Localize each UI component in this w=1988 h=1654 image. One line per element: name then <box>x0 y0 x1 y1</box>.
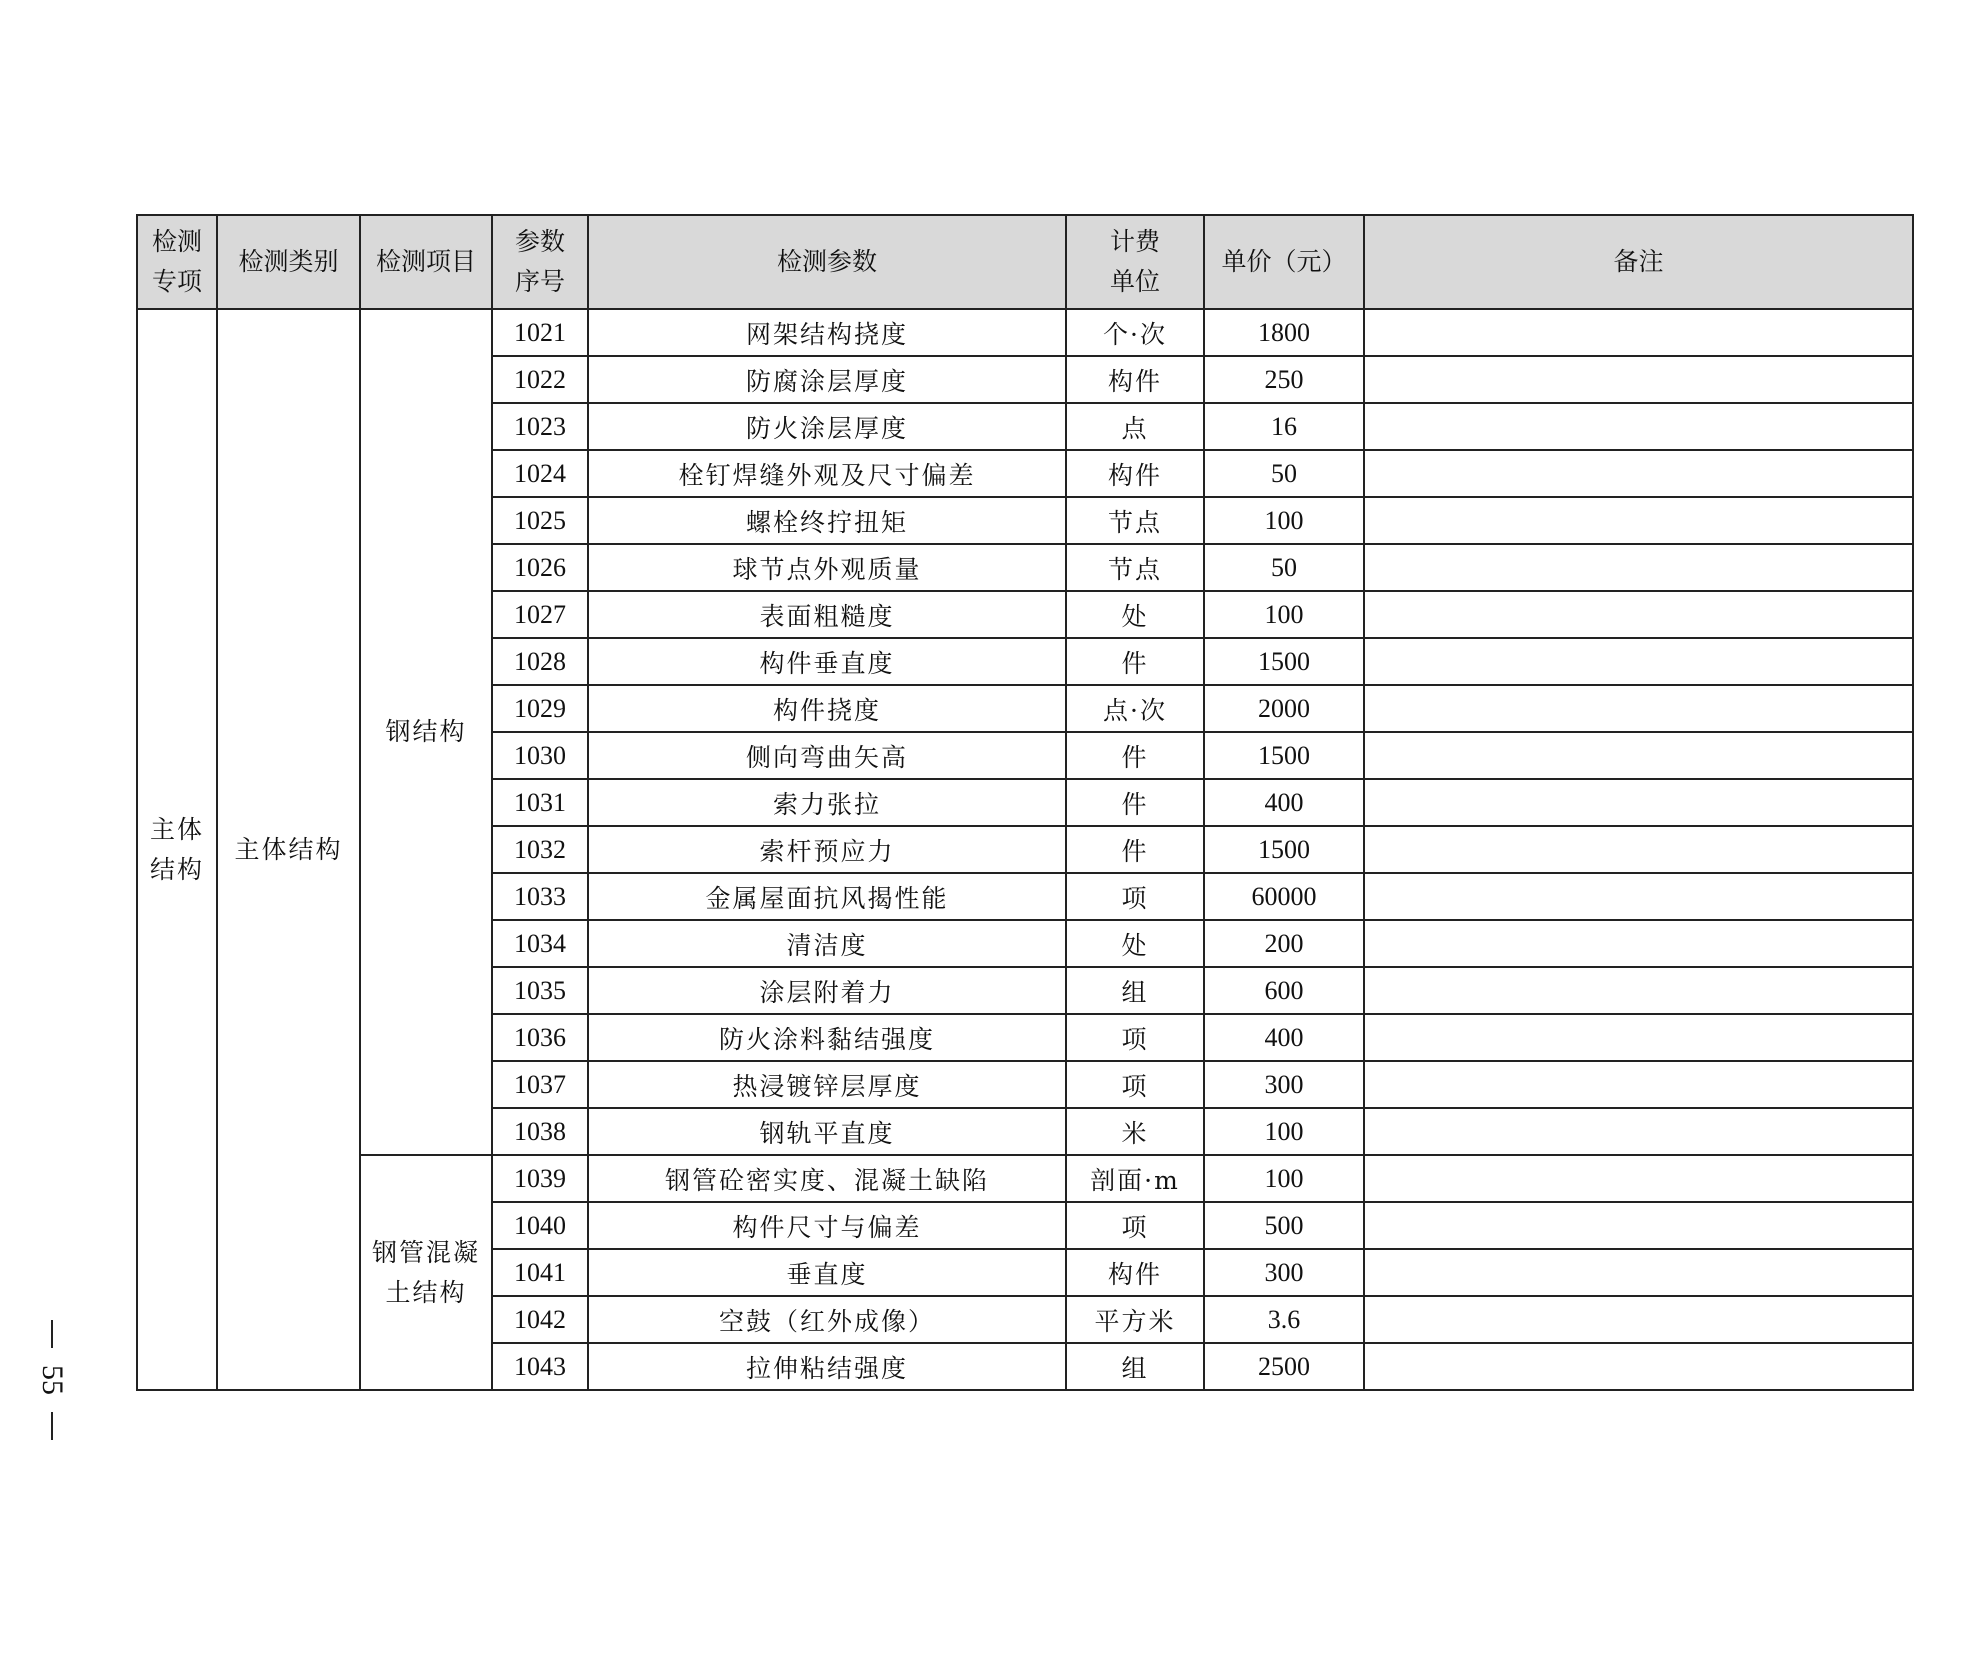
cell-remark <box>1364 544 1913 591</box>
page-number-text: 55 <box>36 1365 69 1395</box>
cell-unit: 构件 <box>1066 1249 1204 1296</box>
cell-price: 50 <box>1204 450 1364 497</box>
header-param-no-line-1: 参数 <box>514 227 565 256</box>
cell-remark <box>1364 1343 1913 1390</box>
cell-no: 1023 <box>492 403 588 450</box>
cell-remark <box>1364 873 1913 920</box>
cell-remark <box>1364 591 1913 638</box>
cell-param: 防火涂料黏结强度 <box>588 1014 1066 1061</box>
fee-table <box>136 214 1914 1391</box>
cell-remark <box>1364 779 1913 826</box>
cell-no: 1034 <box>492 920 588 967</box>
cell-no: 1036 <box>492 1014 588 1061</box>
cell-no: 1037 <box>492 1061 588 1108</box>
cell-param: 栓钉焊缝外观及尺寸偏差 <box>588 450 1066 497</box>
cell-unit: 处 <box>1066 591 1204 638</box>
cell-price: 1500 <box>1204 826 1364 873</box>
cell-param: 侧向弯曲矢高 <box>588 732 1066 779</box>
cell-remark <box>1364 920 1913 967</box>
cell-remark <box>1364 1014 1913 1061</box>
cell-remark <box>1364 497 1913 544</box>
group-item-steel: 钢结构 <box>360 309 492 1155</box>
table-header <box>137 215 1913 309</box>
cell-price: 400 <box>1204 779 1364 826</box>
cell-no: 1042 <box>492 1296 588 1343</box>
cell-no: 1043 <box>492 1343 588 1390</box>
page-number-dash-top <box>51 1320 53 1348</box>
cell-param: 钢管砼密实度、混凝土缺陷 <box>588 1155 1066 1202</box>
cell-price: 60000 <box>1204 873 1364 920</box>
cell-no: 1028 <box>492 638 588 685</box>
cell-no: 1035 <box>492 967 588 1014</box>
header-row <box>137 215 1913 309</box>
header-special-line-2: 专项 <box>151 267 202 296</box>
cell-param: 防火涂层厚度 <box>588 403 1066 450</box>
cell-unit: 组 <box>1066 1343 1204 1390</box>
cell-price: 2000 <box>1204 685 1364 732</box>
cell-unit: 米 <box>1066 1108 1204 1155</box>
cell-no: 1024 <box>492 450 588 497</box>
cell-price: 200 <box>1204 920 1364 967</box>
group-item-cfst-line-2: 土结构 <box>385 1277 467 1307</box>
header-price: 单价（元） <box>1204 215 1364 309</box>
page-number <box>30 1320 74 1440</box>
cell-unit: 件 <box>1066 779 1204 826</box>
group-item-cfst <box>360 1155 492 1390</box>
header-param: 检测参数 <box>588 215 1066 309</box>
cell-remark <box>1364 450 1913 497</box>
cell-price: 100 <box>1204 1155 1364 1202</box>
group-category: 主体结构 <box>217 309 360 1390</box>
cell-price: 16 <box>1204 403 1364 450</box>
cell-param: 网架结构挠度 <box>588 309 1066 356</box>
cell-remark <box>1364 685 1913 732</box>
header-unit <box>1066 215 1204 309</box>
cell-remark <box>1364 826 1913 873</box>
cell-price: 100 <box>1204 497 1364 544</box>
cell-remark <box>1364 1061 1913 1108</box>
cell-param: 螺栓终拧扭矩 <box>588 497 1066 544</box>
cell-no: 1021 <box>492 309 588 356</box>
header-unit-line-2: 单位 <box>1109 267 1160 296</box>
group-special-line-1: 主体 <box>149 814 204 844</box>
cell-remark <box>1364 967 1913 1014</box>
cell-no: 1027 <box>492 591 588 638</box>
cell-param: 索杆预应力 <box>588 826 1066 873</box>
cell-unit: 个·次 <box>1066 309 1204 356</box>
header-remark: 备注 <box>1364 215 1913 309</box>
header-category: 检测类别 <box>217 215 360 309</box>
header-special <box>137 215 217 309</box>
cell-price: 100 <box>1204 1108 1364 1155</box>
table-row <box>137 309 1913 356</box>
cell-param: 表面粗糙度 <box>588 591 1066 638</box>
cell-price: 1500 <box>1204 732 1364 779</box>
cell-no: 1025 <box>492 497 588 544</box>
cell-param: 钢轨平直度 <box>588 1108 1066 1155</box>
cell-param: 金属屋面抗风揭性能 <box>588 873 1066 920</box>
cell-unit: 项 <box>1066 1014 1204 1061</box>
cell-no: 1033 <box>492 873 588 920</box>
cell-param: 拉伸粘结强度 <box>588 1343 1066 1390</box>
cell-no: 1022 <box>492 356 588 403</box>
cell-price: 250 <box>1204 356 1364 403</box>
cell-price: 100 <box>1204 591 1364 638</box>
cell-unit: 处 <box>1066 920 1204 967</box>
page-number-dash-bottom <box>51 1412 53 1440</box>
cell-no: 1026 <box>492 544 588 591</box>
cell-remark <box>1364 1108 1913 1155</box>
group-item-cfst-line-1: 钢管混凝 <box>371 1237 480 1267</box>
cell-remark <box>1364 638 1913 685</box>
cell-no: 1041 <box>492 1249 588 1296</box>
cell-unit: 件 <box>1066 732 1204 779</box>
cell-unit: 项 <box>1066 1202 1204 1249</box>
header-item: 检测项目 <box>360 215 492 309</box>
cell-param: 构件垂直度 <box>588 638 1066 685</box>
cell-param: 构件挠度 <box>588 685 1066 732</box>
cell-param: 垂直度 <box>588 1249 1066 1296</box>
cell-unit: 组 <box>1066 967 1204 1014</box>
cell-no: 1038 <box>492 1108 588 1155</box>
cell-remark <box>1364 1155 1913 1202</box>
cell-param: 索力张拉 <box>588 779 1066 826</box>
cell-remark <box>1364 1202 1913 1249</box>
cell-no: 1032 <box>492 826 588 873</box>
cell-remark <box>1364 1296 1913 1343</box>
cell-param: 球节点外观质量 <box>588 544 1066 591</box>
cell-price: 1500 <box>1204 638 1364 685</box>
cell-param: 空鼓（红外成像） <box>588 1296 1066 1343</box>
cell-unit: 点·次 <box>1066 685 1204 732</box>
cell-unit: 构件 <box>1066 450 1204 497</box>
cell-no: 1040 <box>492 1202 588 1249</box>
cell-param: 防腐涂层厚度 <box>588 356 1066 403</box>
cell-param: 热浸镀锌层厚度 <box>588 1061 1066 1108</box>
cell-no: 1031 <box>492 779 588 826</box>
cell-price: 300 <box>1204 1061 1364 1108</box>
cell-unit: 件 <box>1066 638 1204 685</box>
cell-price: 500 <box>1204 1202 1364 1249</box>
cell-price: 300 <box>1204 1249 1364 1296</box>
cell-param: 涂层附着力 <box>588 967 1066 1014</box>
cell-param: 清洁度 <box>588 920 1066 967</box>
header-special-line-1: 检测 <box>151 227 202 256</box>
header-unit-line-1: 计费 <box>1109 227 1160 256</box>
cell-unit: 件 <box>1066 826 1204 873</box>
cell-no: 1029 <box>492 685 588 732</box>
cell-no: 1030 <box>492 732 588 779</box>
cell-unit: 点 <box>1066 403 1204 450</box>
cell-price: 600 <box>1204 967 1364 1014</box>
table-body <box>137 309 1913 1390</box>
cell-price: 50 <box>1204 544 1364 591</box>
cell-price: 400 <box>1204 1014 1364 1061</box>
cell-unit: 剖面·m <box>1066 1155 1204 1202</box>
cell-unit: 平方米 <box>1066 1296 1204 1343</box>
table-row <box>137 1155 1913 1202</box>
cell-unit: 项 <box>1066 1061 1204 1108</box>
cell-param: 构件尺寸与偏差 <box>588 1202 1066 1249</box>
cell-price: 1800 <box>1204 309 1364 356</box>
cell-remark <box>1364 403 1913 450</box>
cell-remark <box>1364 732 1913 779</box>
header-param-no <box>492 215 588 309</box>
group-special-line-2: 结构 <box>149 854 204 884</box>
cell-price: 3.6 <box>1204 1296 1364 1343</box>
cell-remark <box>1364 309 1913 356</box>
cell-remark <box>1364 1249 1913 1296</box>
cell-unit: 节点 <box>1066 544 1204 591</box>
cell-no: 1039 <box>492 1155 588 1202</box>
cell-remark <box>1364 356 1913 403</box>
group-special <box>137 309 217 1390</box>
header-param-no-line-2: 序号 <box>514 267 565 296</box>
cell-price: 2500 <box>1204 1343 1364 1390</box>
cell-unit: 项 <box>1066 873 1204 920</box>
cell-unit: 构件 <box>1066 356 1204 403</box>
cell-unit: 节点 <box>1066 497 1204 544</box>
